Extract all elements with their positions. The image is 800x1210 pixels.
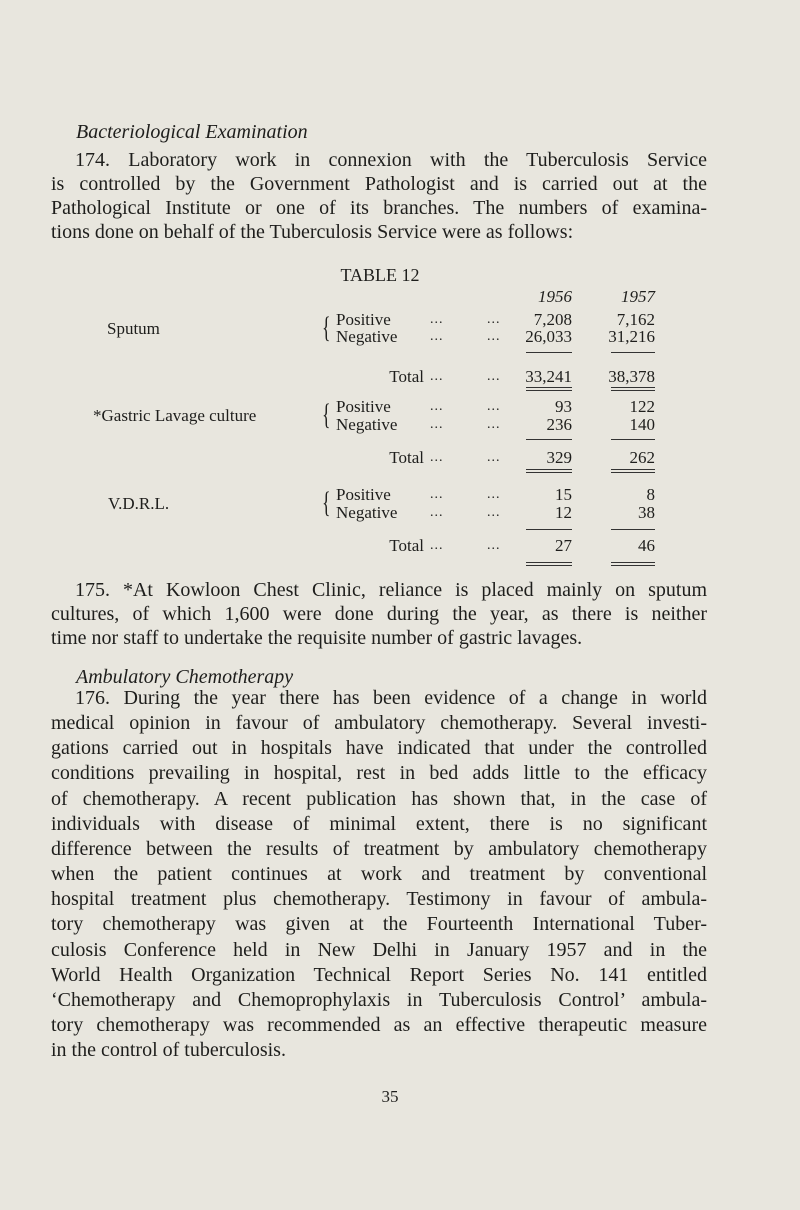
leader-dots: ... [430, 312, 444, 327]
total-double-rule [526, 390, 572, 391]
value-1956: 26,033 [525, 327, 572, 346]
paragraph-176-line: of chemotherapy. A recent publication has shown that, in the case of [51, 788, 707, 810]
row-label: Negative [336, 327, 398, 346]
subheading: Ambulatory Chemotherapy [76, 666, 294, 688]
value-1957: 122 [629, 397, 655, 416]
value-1957: 140 [629, 415, 655, 434]
row-label: Positive [336, 397, 391, 416]
year-1957: 1957 [621, 287, 655, 306]
paragraph-175-line: cultures, of which 1,600 were done during the year, as there is neither [51, 603, 707, 625]
leader-dots: ... [487, 399, 501, 414]
paragraph-176-line: World Health Organization Technical Report Series No. 141 entitled [51, 964, 707, 986]
paragraph-174-line: is controlled by the Government Pathologist and is carried out at the [51, 173, 707, 195]
value-1957: 38 [638, 503, 655, 522]
paragraph-174-line: 174. Laboratory work in connexion with the Tuberculosis Service [75, 149, 707, 171]
value-1956: 15 [555, 485, 572, 504]
total-label: Total [389, 536, 424, 555]
section-heading: Bacteriological Examination [76, 121, 308, 143]
paragraph-174-line: Pathological Institute or one of its branches. The numbers of examina- [51, 197, 707, 219]
subtotal-rule [611, 529, 655, 530]
group-label: Sputum [107, 318, 160, 338]
paragraph-176-line: tory chemotherapy was given at the Fourteenth International Tuber- [51, 913, 707, 935]
page-number: 35 [381, 1087, 399, 1106]
leader-dots: ... [487, 487, 501, 502]
year-1956: 1956 [538, 287, 572, 306]
row-label: Positive [336, 310, 391, 329]
leader-dots: ... [487, 312, 501, 327]
value-1957: 7,162 [616, 310, 655, 329]
leader-dots: ... [430, 399, 444, 414]
total-label: Total [389, 448, 424, 467]
brace-icon: { [322, 486, 331, 519]
total-double-rule [611, 472, 655, 473]
total-1956: 329 [546, 448, 572, 467]
paragraph-176-line: 176. During the year there has been evidence of a change in world [75, 687, 707, 709]
value-1956: 93 [555, 397, 572, 416]
paragraph-175-line: time nor staff to undertake the requisite number of gastric lavages. [51, 627, 583, 649]
paragraph-176-line: when the patient continues at work and treatment by conventional [51, 863, 707, 885]
value-1957: 31,216 [608, 327, 655, 346]
paragraph-176-line: gations carried out in hospitals have indicated that under the controlled [51, 737, 707, 759]
leader-dots: ... [430, 417, 444, 432]
brace-icon: { [322, 310, 331, 344]
total-1956: 33,241 [525, 367, 572, 386]
total-double-rule [526, 565, 572, 566]
subtotal-rule [526, 439, 572, 440]
row-label: Negative [336, 415, 398, 434]
leader-dots: ... [487, 505, 501, 520]
leader-dots: ... [487, 329, 501, 344]
leader-dots: ... [487, 369, 501, 384]
group-label: V.D.R.L. [108, 494, 170, 513]
subtotal-rule [611, 352, 655, 353]
total-double-rule [611, 565, 655, 566]
paragraph-176-line: culosis Conference held in New Delhi in January 1957 and in the [51, 939, 707, 961]
brace-icon: { [322, 398, 331, 431]
paragraph-176-line: individuals with disease of minimal extent, there is no significant [51, 813, 707, 835]
total-double-rule [611, 387, 655, 388]
paragraph-176-line: ‘Chemotherapy and Chemoprophylaxis in Tuberculosis Control’ ambula- [51, 989, 707, 1011]
value-1957: 8 [646, 485, 655, 504]
subtotal-rule [526, 529, 572, 530]
subtotal-rule [611, 439, 655, 440]
leader-dots: ... [430, 487, 444, 502]
leader-dots: ... [487, 450, 501, 465]
group-label: *Gastric Lavage culture [93, 406, 257, 425]
leader-dots: ... [430, 450, 444, 465]
leader-dots: ... [487, 417, 501, 432]
total-1957: 38,378 [608, 367, 655, 386]
total-double-rule [526, 387, 572, 388]
leader-dots: ... [430, 538, 444, 553]
leader-dots: ... [487, 538, 501, 553]
paragraph-176-line: difference between the results of treatment by ambulatory chemotherapy [51, 838, 707, 860]
leader-dots: ... [430, 369, 444, 384]
value-1956: 236 [546, 415, 572, 434]
table-title: TABLE 12 [340, 265, 420, 285]
paragraph-175-line: 175. *At Kowloon Chest Clinic, reliance is placed mainly on sputum [75, 579, 707, 601]
total-double-rule [526, 562, 572, 563]
paragraph-176-line: tory chemotherapy was recommended as an effective therapeutic measure [51, 1014, 707, 1036]
row-label: Positive [336, 485, 391, 504]
total-double-rule [611, 469, 655, 470]
paragraph-176-line: in the control of tuberculosis. [51, 1039, 286, 1061]
paragraph-176-line: medical opinion in favour of ambulatory chemotherapy. Several investi- [51, 712, 707, 734]
total-double-rule [611, 562, 655, 563]
total-label: Total [389, 367, 424, 386]
total-1956: 27 [555, 536, 572, 555]
leader-dots: ... [430, 505, 444, 520]
paragraph-176-line: conditions prevailing in hospital, rest in bed adds little to the efficacy [51, 762, 707, 784]
value-1956: 12 [555, 503, 572, 522]
leader-dots: ... [430, 329, 444, 344]
paragraph-176-line: hospital treatment plus chemotherapy. Testimony in favour of ambula- [51, 888, 707, 910]
subtotal-rule [526, 352, 572, 353]
total-double-rule [611, 390, 655, 391]
paragraph-174-line: tions done on behalf of the Tuberculosis Service were as follows: [51, 221, 574, 243]
row-label: Negative [336, 503, 398, 522]
total-double-rule [526, 472, 572, 473]
value-1956: 7,208 [533, 310, 572, 329]
total-double-rule [526, 469, 572, 470]
total-1957: 262 [629, 448, 655, 467]
total-1957: 46 [638, 536, 655, 555]
